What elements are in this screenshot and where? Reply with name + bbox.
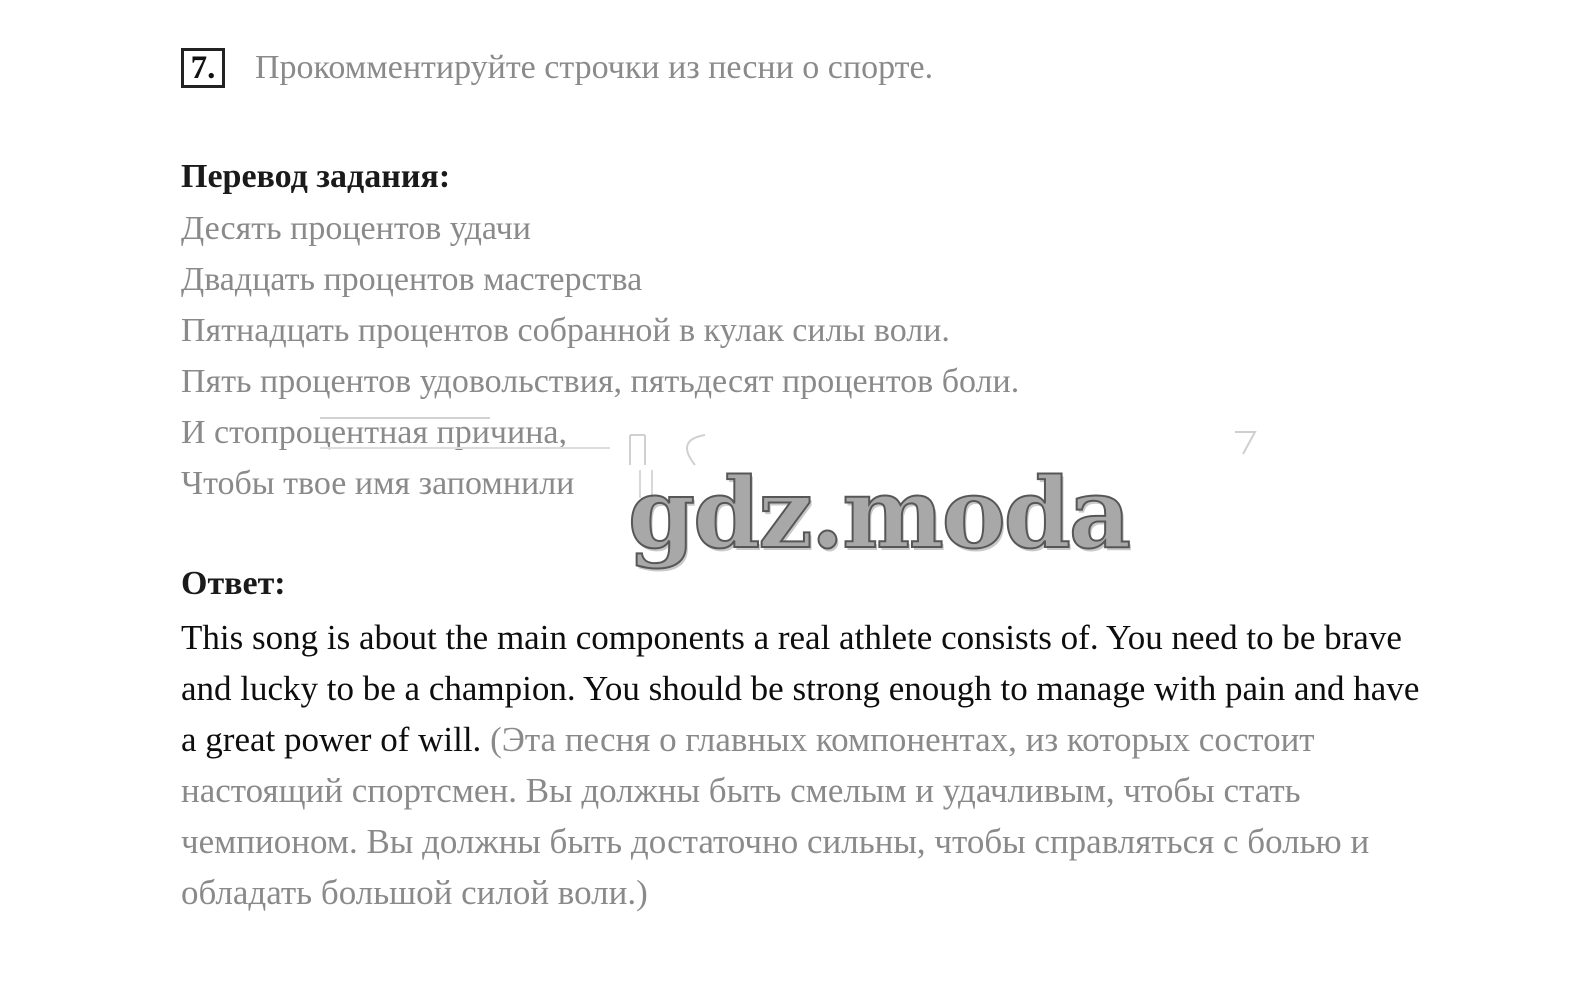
translation-line: Чтобы твое имя запомнили (181, 465, 575, 502)
translation-line: И стопроцентная причина, (181, 414, 567, 451)
task-instruction: Прокомментируйте строчки из песни о спорте. (255, 49, 934, 86)
answer-english-text: This song is about the main components a real athlete consists of. You need to be brave and lucky to be a champion. You should be strong enough to manage with pain and have a great power of will. (181, 618, 1420, 759)
answer-paragraph (181, 612, 1443, 918)
task-header (181, 48, 933, 88)
translation-heading: Перевод задания: (181, 158, 451, 195)
answer-heading: Ответ: (181, 565, 286, 602)
translation-line: Пятнадцать процентов собранной в кулак силы воли. (181, 312, 950, 349)
watermark-logo: gdz.moda (628, 457, 1130, 570)
answer-russian-text: (Эта песня о главных компонентах, из которых состоит настоящий спортсмен. Вы должны быть смелым и удачливым, чтобы стать чемпионом. Вы должны быть достаточно сильны, чтобы справляться с болью и обладать большой силой воли.) (181, 720, 1370, 912)
translation-line: Пять процентов удовольствия, пятьдесят процентов боли. (181, 363, 1020, 400)
translation-line: Десять процентов удачи (181, 210, 531, 247)
translation-line: Двадцать процентов мастерства (181, 261, 643, 298)
task-number: 7. (181, 48, 225, 88)
